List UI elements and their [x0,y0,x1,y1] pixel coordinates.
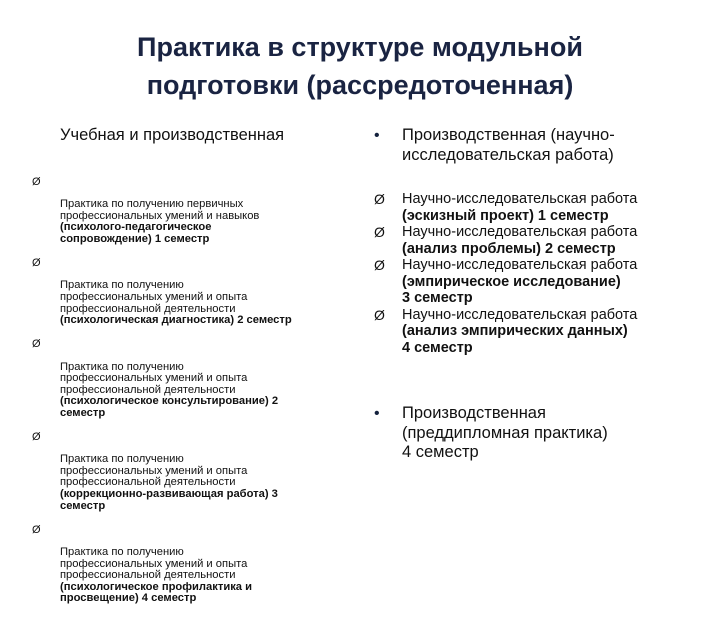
item-description: Научно-исследовательская работа [402,257,638,273]
page-title [60,28,660,104]
list-item [32,257,352,338]
list-item [32,524,352,617]
list-item [32,431,352,524]
item-description: Практика по получению профессиональных умений и опыта профессиональной деятельности [60,453,248,489]
item-detail: (психологическая диагностика) 2 семестр [60,314,292,327]
dot-bullet-icon: • [374,405,380,422]
left-column-heading: Учебная и производственная [60,126,285,144]
item-description: Практика по получению первичных профессиональных умений и навыков [60,198,260,222]
pre-diploma-practice-text: Производственная (преддипломная практика) 4 семестр [402,404,608,461]
dot-bullet-icon: • [374,127,380,144]
arrow-bullet-icon: Ø [32,431,41,444]
title-line-2: подготовки (рассредоточенная) [146,70,574,100]
arrow-bullet-icon: Ø [32,176,41,188]
item-detail: (психологическое профилактика и просвещение) 4 семестр [60,580,252,605]
item-description: Практика по получению профессиональных умений и опыта профессиональной деятельности [60,546,248,582]
item-detail: (психолого-педагогическое сопровождение) 1 семестр [60,221,212,245]
list-item [370,307,700,357]
item-detail: (эмпирическое исследование) 3 семестр [402,273,621,306]
right-column-heading: Производственная (научно- исследовательская работа) [402,126,615,164]
list-item [370,224,700,257]
arrow-bullet-icon: Ø [374,257,385,273]
list-item [32,338,352,431]
item-detail: (анализ проблемы) 2 семестр [402,240,616,257]
item-description: Научно-исследовательская работа [402,306,638,323]
item-description: Научно-исследовательская работа [402,191,638,207]
right-column-heading-block [370,126,700,165]
item-description: Практика по получению профессиональных умений и опыта профессиональной деятельности [60,360,248,396]
research-work-list [370,191,700,356]
list-item [370,257,700,307]
item-detail: (эскизный проект) 1 семестр [402,207,609,224]
arrow-bullet-icon: Ø [374,306,385,323]
pre-diploma-practice-block [370,404,700,463]
list-item [32,176,352,257]
list-item [370,191,700,224]
item-detail: (коррекционно-развивающая работа) 3 семестр [60,488,278,512]
arrow-bullet-icon: Ø [32,338,41,351]
item-description: Научно-исследовательская работа [402,224,638,240]
arrow-bullet-icon: Ø [32,257,41,270]
left-practice-list [32,176,352,617]
item-detail: (психологическое консультирование) 2 семестр [60,395,279,419]
arrow-bullet-icon: Ø [374,191,385,207]
item-description: Практика по получению профессиональных умений и опыта профессиональной деятельности [60,279,248,315]
arrow-bullet-icon: Ø [374,224,385,240]
title-line-1: Практика в структуре модульной [137,32,583,62]
item-detail: (анализ эмпирических данных) 4 семестр [402,323,628,356]
arrow-bullet-icon: Ø [32,523,41,536]
